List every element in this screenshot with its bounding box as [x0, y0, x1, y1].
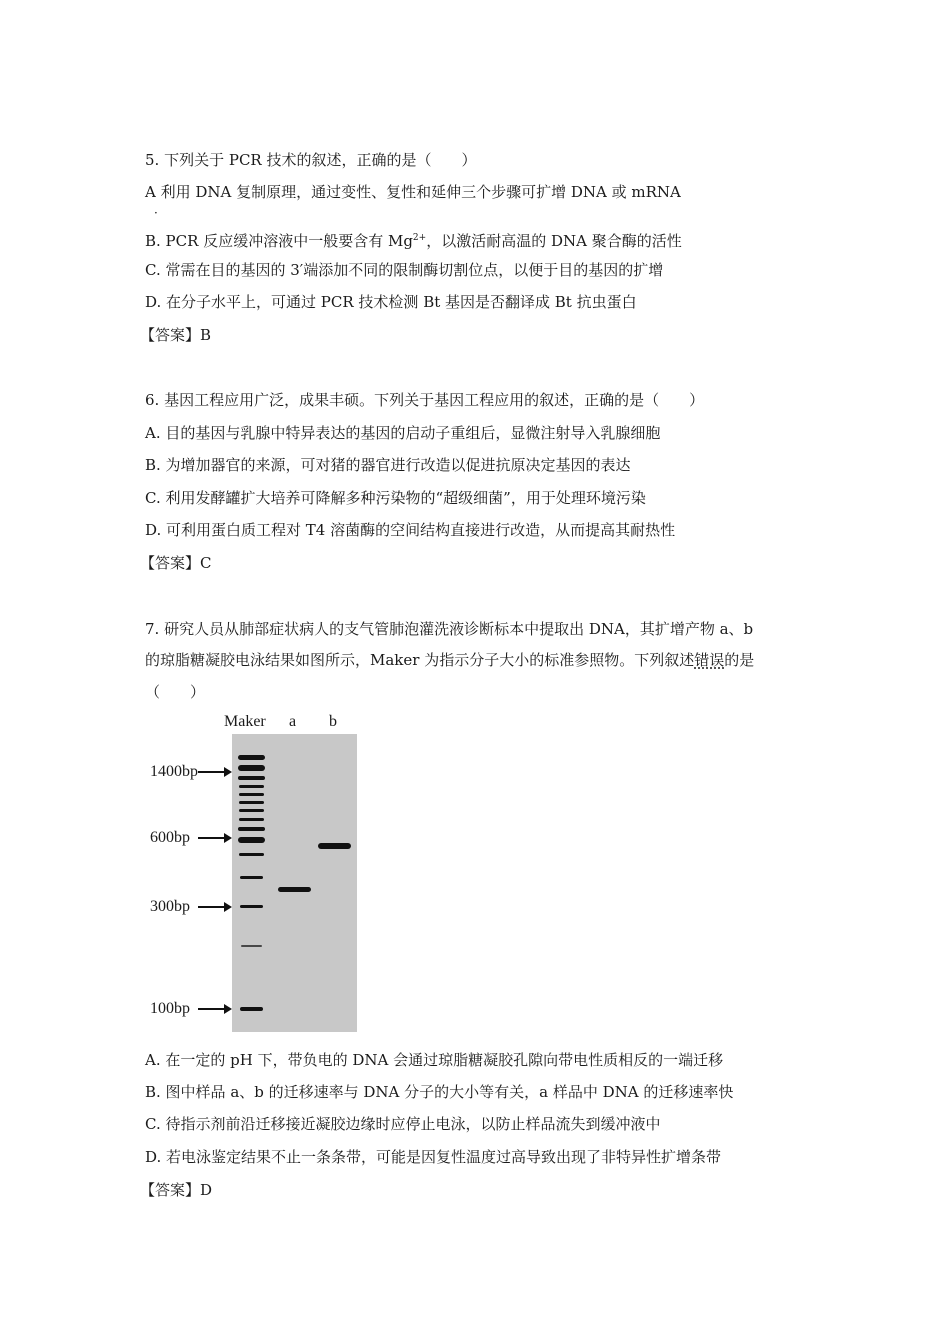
q5-option-d: D. 在分子水平上，可通过 PCR 技术检测 Bt 基因是否翻译成 Bt 抗虫蛋白 — [145, 293, 637, 311]
q5-option-b-text: B. PCR 反应缓冲溶液中一般要含有 Mg — [145, 232, 413, 250]
lane-label-maker: Maker — [224, 713, 266, 730]
ladder-band — [238, 765, 265, 771]
marker-label-100bp: 100bp — [150, 1000, 190, 1017]
gel-electrophoresis-figure — [140, 712, 380, 1037]
marker-label-600bp: 600bp — [150, 829, 190, 846]
ladder-band — [240, 876, 263, 879]
marker-arrow-1400bp — [198, 771, 230, 773]
gel-panel — [232, 734, 357, 1032]
q7-emphasis-word: 错误 — [694, 651, 725, 669]
lane-label-b: b — [329, 713, 337, 730]
sample-a-band — [278, 887, 311, 892]
q5-option-b-superscript: 2+ — [412, 233, 427, 243]
ladder-band — [238, 776, 265, 780]
stray-dot: · — [154, 206, 158, 220]
q7-stem-line2 — [145, 650, 754, 670]
marker-arrow-600bp — [198, 837, 230, 839]
sample-b-band — [318, 843, 351, 849]
q7-stem-line3: （ ） — [145, 683, 206, 701]
ladder-band — [239, 809, 264, 812]
ladder-band — [239, 801, 264, 804]
lane-label-a: a — [289, 713, 297, 730]
q7-option-a: A. 在一定的 pH 下，带负电的 DNA 会通过琼脂糖凝胶孔隙向带电性质相反的一端迁移 — [145, 1051, 724, 1069]
ladder-band — [241, 945, 262, 947]
marker-label-300bp: 300bp — [150, 898, 190, 915]
q7-option-c: C. 待指示剂前沿迁移接近凝胶边缘时应停止电泳，以防止样品流失到缓冲液中 — [145, 1115, 661, 1133]
ladder-band — [238, 755, 265, 760]
q7-option-b: B. 图中样品 a、b 的迁移速率与 DNA 分子的大小等有关，a 样品中 DNA 的迁移速率快 — [145, 1083, 734, 1101]
marker-arrow-100bp — [198, 1008, 230, 1010]
q6-option-d: D. 可利用蛋白质工程对 T4 溶菌酶的空间结构直接进行改造，从而提高其耐热性 — [145, 521, 676, 539]
ladder-band — [239, 785, 264, 788]
q7-stem-text-end: 的是 — [724, 651, 755, 669]
q6-stem: 6. 基因工程应用广泛，成果丰硕。下列关于基因工程应用的叙述，正确的是（ ） — [145, 391, 705, 409]
q5-option-c: C. 常需在目的基因的 3′端添加不同的限制酶切割位点，以便于目的基因的扩增 — [145, 261, 664, 279]
q5-answer: 【答案】B — [140, 326, 212, 344]
marker-arrow-300bp — [198, 906, 230, 908]
ladder-band — [238, 827, 265, 831]
ladder-band — [239, 818, 264, 821]
q7-answer: 【答案】D — [140, 1181, 213, 1199]
marker-label-1400bp: 1400bp — [150, 763, 198, 780]
q7-stem-line1: 7. 研究人员从肺部症状病人的支气管肺泡灌洗液诊断标本中提取出 DNA，其扩增产物 a、b — [145, 620, 754, 638]
ladder-band — [239, 853, 264, 856]
q6-answer: 【答案】C — [140, 554, 212, 572]
ladder-band — [239, 793, 264, 796]
ladder-band — [240, 1007, 263, 1011]
q5-option-a: A 利用 DNA 复制原理，通过变性、复性和延伸三个步骤可扩增 DNA 或 mRNA — [145, 183, 681, 201]
q6-option-a: A. 目的基因与乳腺中特异表达的基因的启动子重组后，显微注射导入乳腺细胞 — [145, 424, 661, 442]
ladder-band — [240, 905, 263, 908]
q7-stem-text: 的琼脂糖凝胶电泳结果如图所示，Maker 为指示分子大小的标准参照物。下列叙述 — [145, 651, 695, 669]
q5-option-b-text-end: ，以激活耐高温的 DNA 聚合酶的活性 — [426, 232, 682, 250]
q5-option-b — [145, 228, 682, 251]
q6-option-b: B. 为增加器官的来源，可对猪的器官进行改造以促进抗原决定基因的表达 — [145, 456, 631, 474]
q7-option-d: D. 若电泳鉴定结果不止一条条带，可能是因复性温度过高导致出现了非特异性扩增条带 — [145, 1148, 722, 1166]
ladder-band — [238, 837, 265, 843]
q6-option-c: C. 利用发酵罐扩大培养可降解多种污染物的“超级细菌”，用于处理环境污染 — [145, 489, 646, 507]
q5-stem: 5. 下列关于 PCR 技术的叙述，正确的是（ ） — [145, 151, 477, 169]
